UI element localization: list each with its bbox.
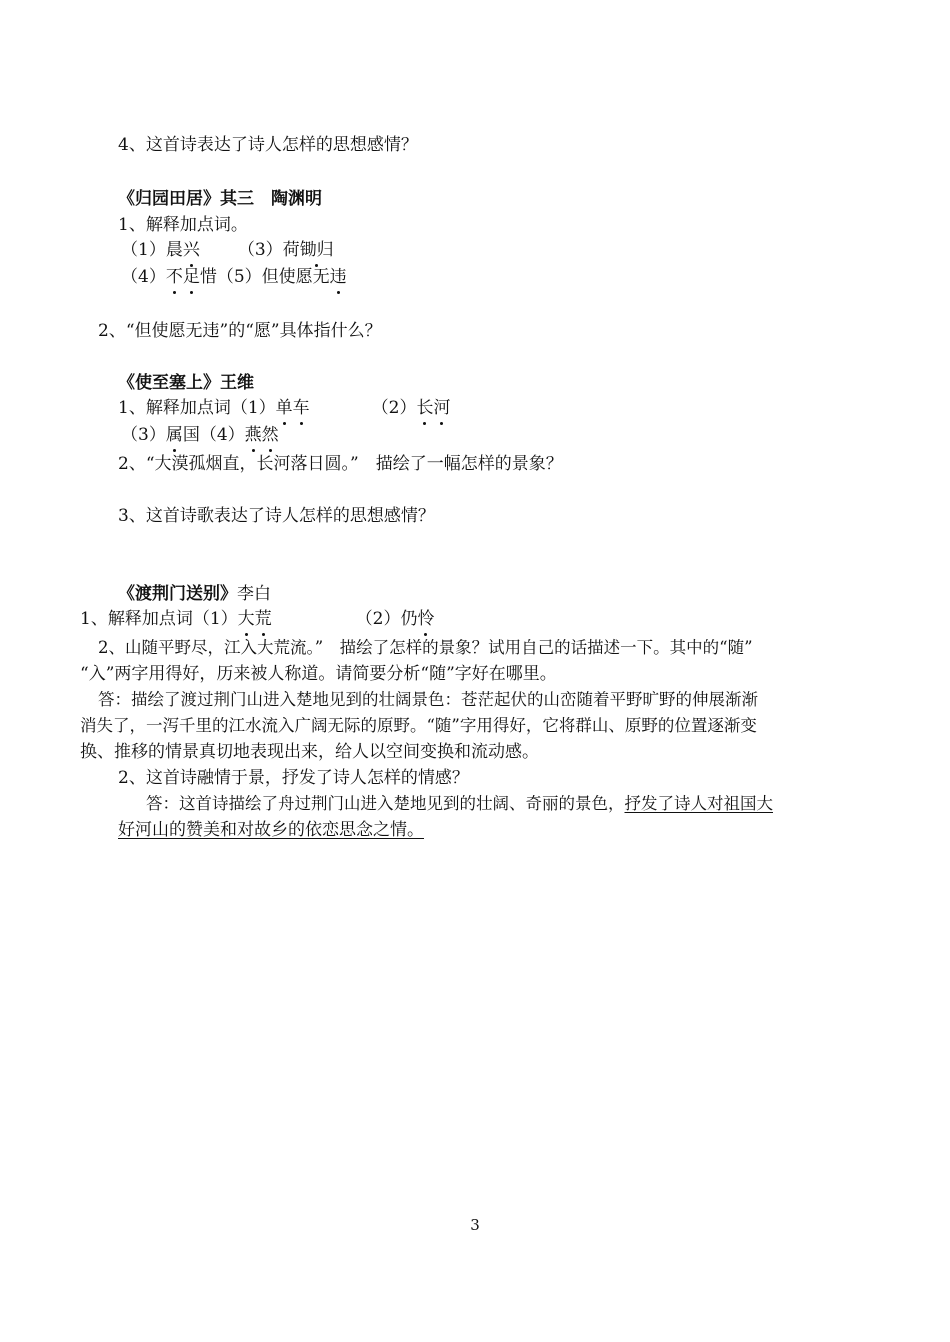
answer-text: 答：这首诗描绘了舟过荆门山进入楚地见到的壮阔、奇丽的景色，: [146, 794, 625, 813]
answer-1-line-2: 消失了，一泻千里的江水流入广阔无际的原野。“随”字用得好，它将群山、原野的位置逐渐变: [80, 716, 757, 735]
dotted-char: 然: [262, 422, 279, 448]
dotted-char: 违: [330, 264, 347, 290]
poem-author: 李白: [237, 584, 271, 604]
dotted-char: 河: [433, 395, 450, 421]
question-2: 2、“大漠孤烟直，长河落日圆。” 描绘了一幅怎样的景象？: [118, 454, 563, 474]
page-number: 3: [470, 1216, 480, 1234]
vocab-text: （3）: [121, 425, 166, 445]
vocab-line-3: [118, 395, 450, 421]
vocab-line-2: [121, 264, 347, 290]
vocab-text: 惜（5）但使愿无: [199, 267, 330, 287]
question-3: 2、这首诗融情于景，抒发了诗人怎样的情感？: [118, 768, 469, 788]
dotted-char: 兴: [183, 237, 200, 263]
vocab-line-5: [80, 606, 434, 632]
question-3: 3、这首诗歌表达了诗人怎样的思想感情？: [118, 506, 435, 526]
vocab-text: （2）仍: [355, 609, 418, 629]
question-2: 2、“但使愿无违”的“愿”具体指什么？: [98, 321, 382, 341]
answer-2-line-2: 好河山的赞美和对故乡的依恋思念之情。: [118, 820, 424, 840]
question-1: 1、解释加点词。: [118, 215, 248, 235]
section-title-guiyuan: 《归园田居》其三 陶渊明: [118, 189, 322, 209]
vocab-text: （2）: [371, 398, 417, 418]
vocab-text: （4）: [121, 267, 166, 287]
dotted-char: 足: [183, 264, 200, 290]
section-title-shizhi: 《使至塞上》王维: [118, 373, 254, 393]
vocab-text: 1、解释加点词（1）: [118, 398, 276, 418]
underlined-text: 抒发了诗人对祖国大: [624, 794, 773, 813]
dotted-char: 怜: [417, 606, 434, 632]
vocab-line-1: [121, 237, 334, 263]
dotted-char: 燕: [245, 422, 262, 448]
dotted-char: 锄归: [300, 237, 334, 263]
dotted-char: 荒: [255, 606, 272, 632]
question-2-line-2: “入”两字用得好，历来被人称道。请简要分析“随”字好在哪里。: [80, 664, 557, 684]
answer-1-line-1: 答：描绘了渡过荆门山进入楚地见到的壮阔景色：苍茫起伏的山峦随着平野旷野的伸展渐渐: [98, 690, 758, 709]
vocab-text: （1）晨: [121, 240, 183, 260]
dotted-char: 大: [238, 606, 255, 632]
vocab-text: 国（4）: [182, 425, 245, 445]
question-2-line-1: 2、山随平野尽，江入大荒流。” 描绘了怎样的景象？试用自己的话描述一下。其中的“随”: [98, 638, 753, 657]
answer-2-line-1: [146, 791, 773, 817]
dotted-char: 车: [293, 395, 310, 421]
dotted-char: 单: [276, 395, 293, 421]
vocab-text: 1、解释加点词（1）: [80, 609, 238, 629]
dotted-char: 属: [166, 422, 183, 448]
section-title-dujingmen: [118, 581, 271, 607]
vocab-text: （3）荷: [237, 240, 300, 260]
vocab-line-4: [121, 422, 279, 448]
question-4: 4、这首诗表达了诗人怎样的思想感情？: [118, 135, 418, 155]
answer-1-line-3: 换、推移的情景真切地表现出来，给人以空间变换和流动感。: [80, 742, 539, 762]
dotted-char: 不: [166, 264, 183, 290]
dotted-char: 长: [416, 395, 433, 421]
poem-title: 《渡荆门送别》: [118, 584, 237, 604]
